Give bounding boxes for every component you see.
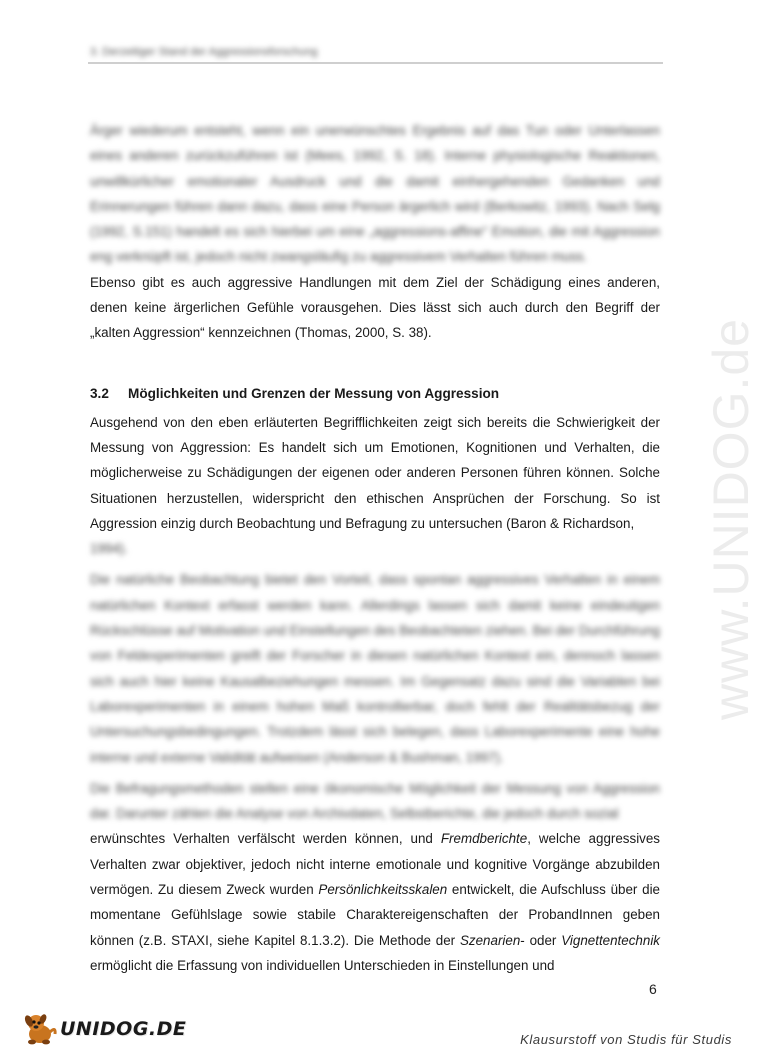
watermark-text: www.UNIDOG.de — [703, 318, 759, 720]
italic-term: Persönlichkeitsskalen — [318, 882, 448, 898]
dog-mascot-icon — [22, 1012, 58, 1046]
paragraph-1: Ebenso gibt es auch aggressive Handlungen mit dem Ziel der Schädigung eines anderen, denen keine ärgerlichen Gefühle vorausgehen. Dies lässt sich auch durch den Begriff der „kalten Aggression“ kennzeichnen (Thomas, 2000, S. 38). — [90, 274, 660, 341]
paragraph-2: Ausgehend von den eben erläuterten Begrifflichkeiten zeigt sich bereits die Schwierigkeit der Messung von Aggression: Es handelt sich um Emotionen, Kognitionen und Verhalten, die möglicherweise zu Schädigungen der eigenen oder anderen Personen führen können. Solche Situationen herzustellen, widerspricht den ethischen Ansprüchen der Forschung. So ist Aggression einzig durch Beobachtung und Befragung zu untersuchen (Baron & Richardson, — [90, 414, 660, 531]
running-header: 3. Derzeitiger Stand der Aggressionsforschung — [90, 46, 318, 58]
text-run: , welche aggressives Verhalten zwar objektiver, jedoch nicht interne emotionale und kognitive Vorgänge abzubilden vermögen. Zu diesem Zweck wurden — [90, 831, 661, 898]
paragraph-2-end-blurred: 1994). — [90, 541, 128, 557]
footer-slogan: Klausurstoff von Studis für Studis — [520, 1032, 732, 1047]
page-number: 6 — [649, 981, 657, 997]
text-run: ermöglicht die Erfassung von individuellen Unterschieden in Einstellungen und — [90, 957, 555, 973]
italic-term: Fremdberichte — [440, 831, 528, 847]
paragraph-4 — [90, 826, 660, 978]
italic-term: Vignettentechnik — [561, 932, 660, 948]
section-heading — [90, 382, 660, 406]
text-run: - oder — [520, 932, 562, 948]
header-rule — [88, 62, 663, 64]
text-run: erwünschtes Verhalten verfälscht werden können, und — [90, 831, 441, 847]
logo-text: UNIDOG.DE — [60, 1018, 187, 1040]
paragraph-blurred-3: Die natürliche Beobachtung bietet den Vorteil, dass spontan aggressives Verhalten in einem natürlichen Kontext erfasst werden kann. Allerdings lassen sich damit keine eindeutigen Rückschlüsse auf Motivation und Einstellungen des Beobachteten ziehen. Bei der Durchführung von Feldexperimenten greift der Forscher in diesen natürlichen Kontext ein, dennoch lassen sich auch hier keine Kausalbeziehungen messen. Im Gegensatz dazu sind die Variablen bei Laborexperimenten in einem hohen Maß kontrollierbar, doch fehlt der Realitätsbezug der Untersuchungsbedingungen. Trotzdem lässt sich belegen, dass Laborexperimente eine hohe interne und externe Validität aufweisen (Anderson & Bushman, 1997). — [90, 572, 660, 765]
text-run: entwickelt, die Aufschluss über die momentane Gefühlslage sowie stabile Charaktereigenschaften der ProbandInnen geben können (z.B. STAXI, siehe Kapitel 8.1.3.2). Die Methode der — [90, 882, 660, 948]
section-title: Möglichkeiten und Grenzen der Messung von Aggression — [128, 385, 500, 401]
page-content — [90, 118, 660, 978]
paragraph-blurred-4: Die Befragungsmethoden stellen eine ökonomische Möglichkeit der Messung von Aggression dar. Darunter zählen die Analyse von Archivdaten, Selbstberichte, die jedoch durch sozial — [90, 780, 660, 822]
paragraph-blurred-1: Ärger wiederum entsteht, wenn ein unerwünschtes Ergebnis auf das Tun oder Unterlassen eines anderen zurückzuführen ist (Mees, 1992, S. 18). Interne physiologische Reaktionen, unwillkürlicher emotionaler Ausdruck und die damit einhergehenden Gedanken und Erinnerungen führen dann dazu, dass eine Person ärgerlich wird (Berkowitz, 1993). Nach Selg (1992, S.151) handelt es sich hierbei um eine „aggressions-affine“ Emotion, die mit Aggression eng verknüpft ist, jedoch nicht zwangsläufig zu aggressivem Verhalten führen muss. — [90, 123, 660, 265]
section-number: 3.2 — [90, 385, 109, 401]
unidog-logo[interactable] — [22, 1012, 186, 1046]
italic-term: Szenarien — [459, 932, 521, 948]
